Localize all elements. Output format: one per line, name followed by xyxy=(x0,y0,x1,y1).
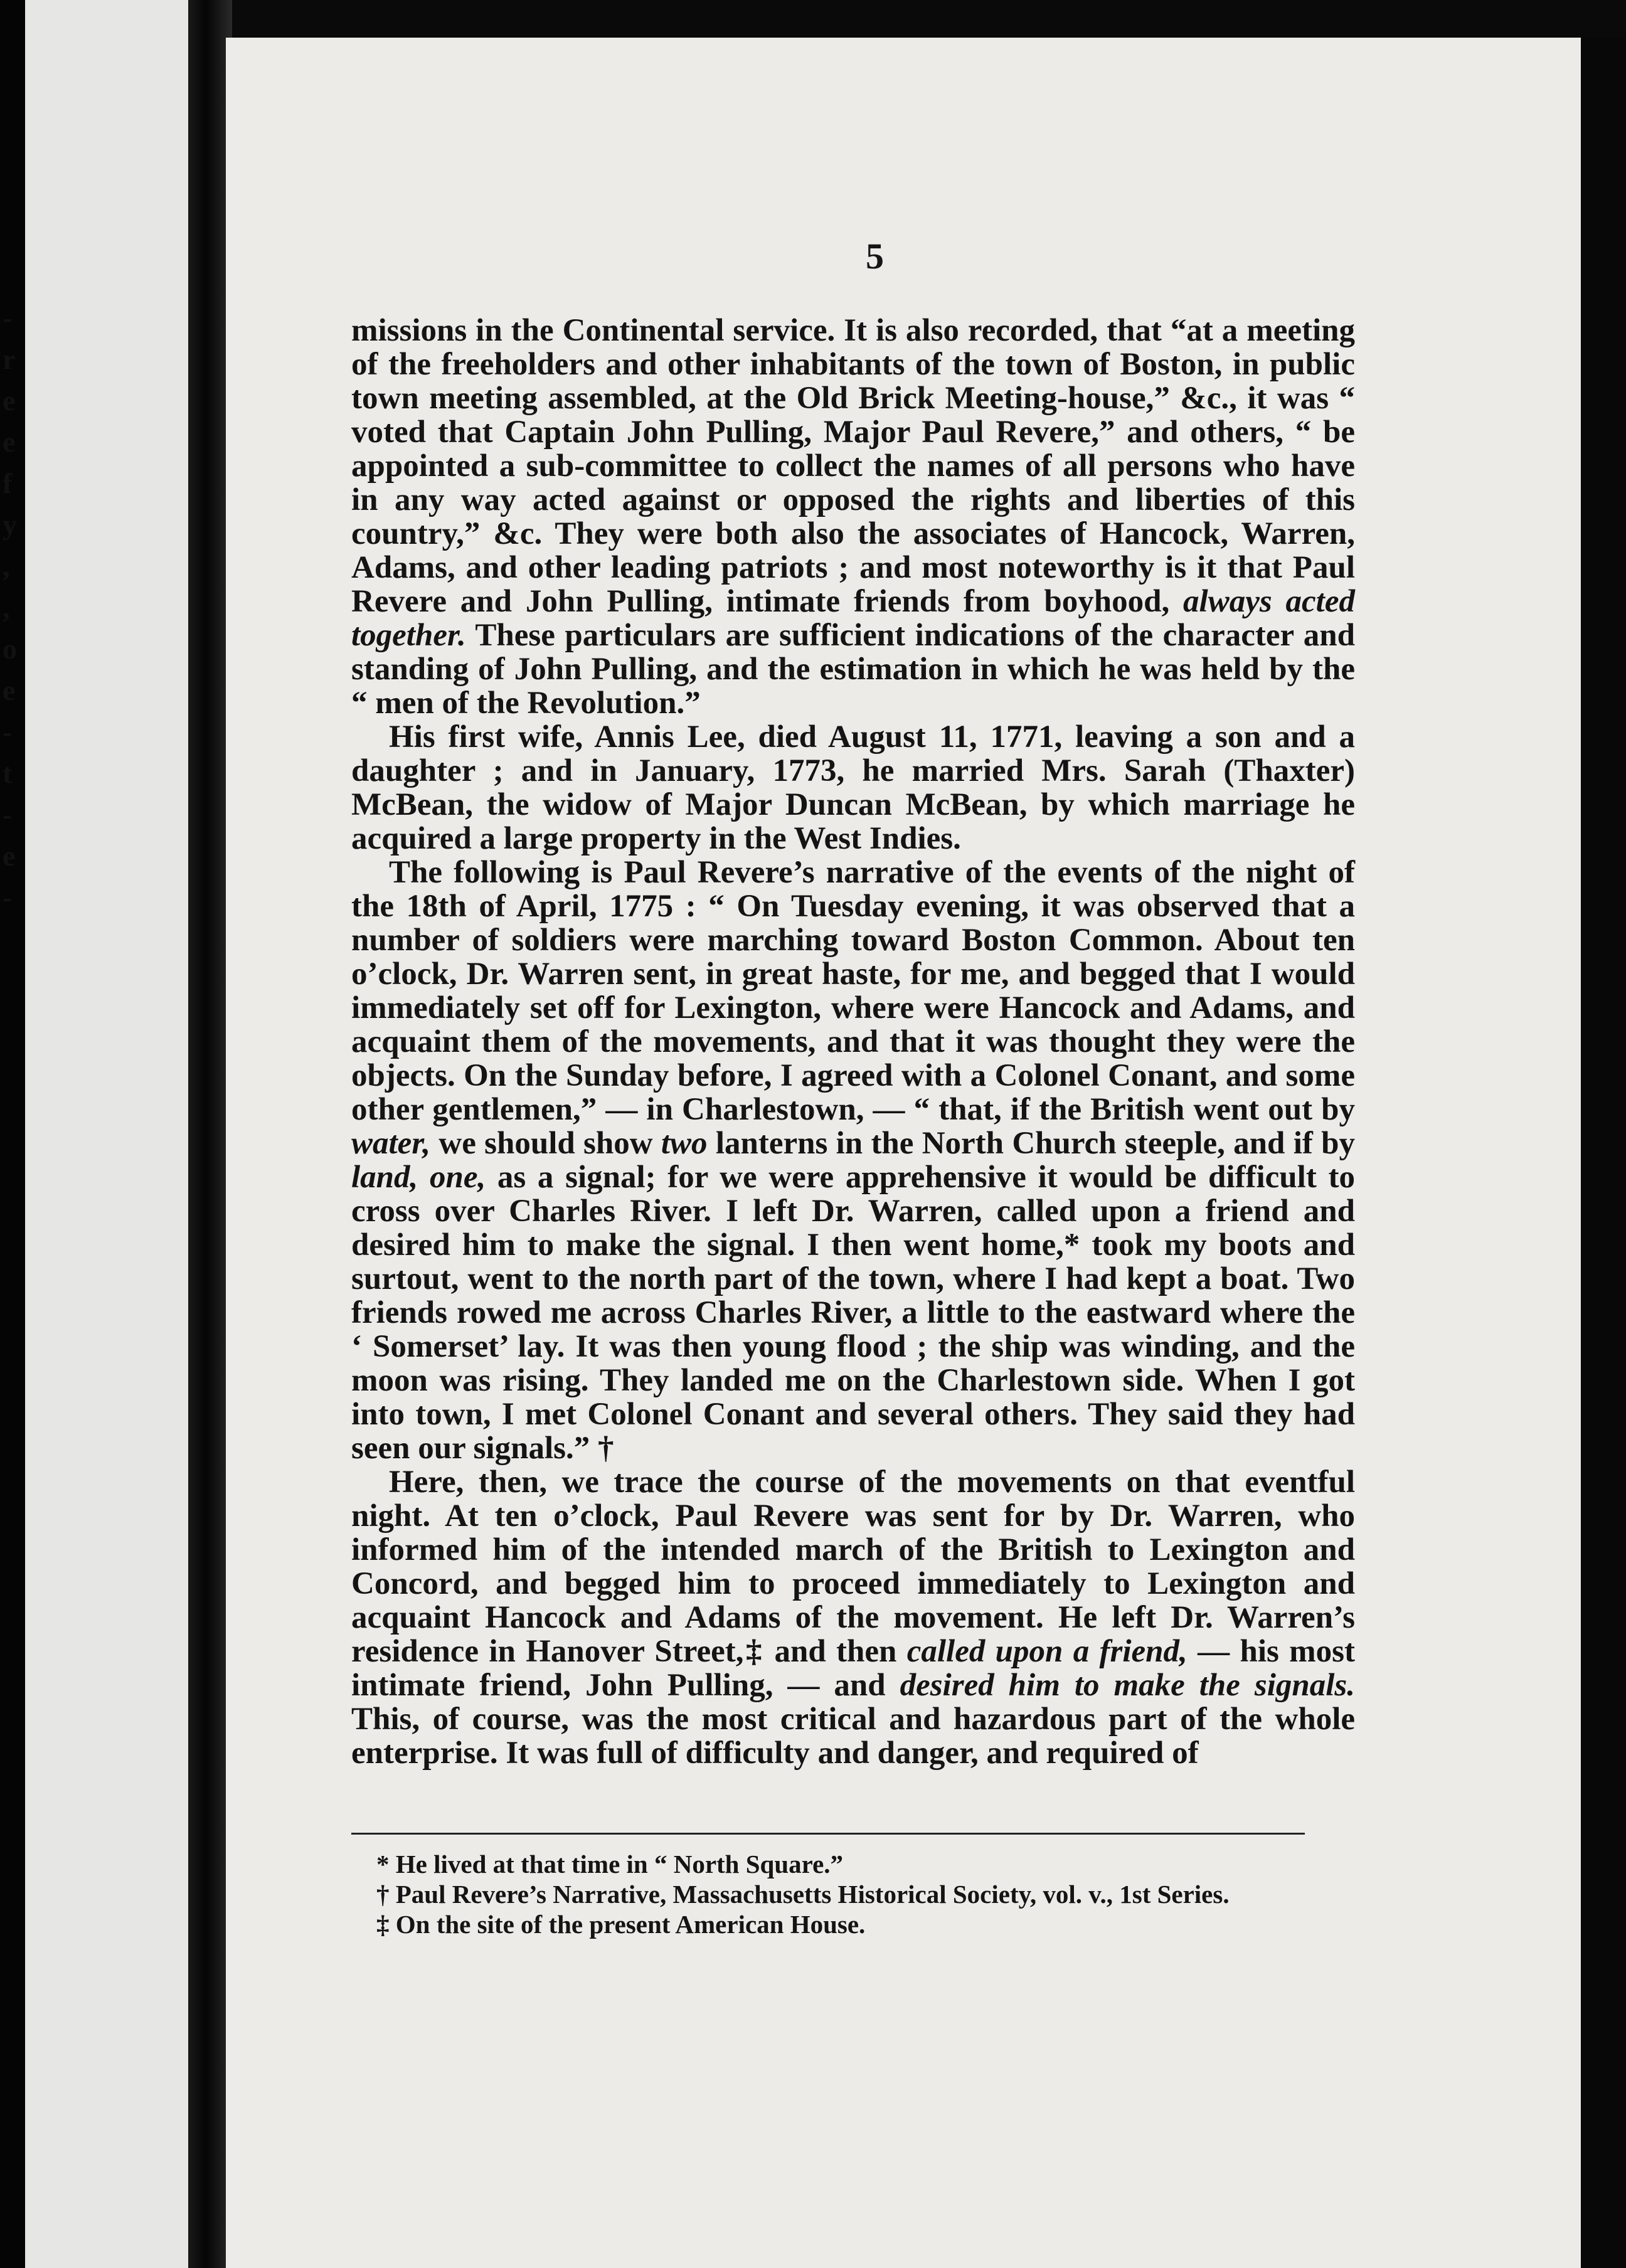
italic-text: land, one, xyxy=(351,1160,486,1195)
paragraph xyxy=(351,856,1355,1465)
italic-text: water, xyxy=(351,1126,431,1161)
text-run: lanterns in the North Church steeple, and if by xyxy=(707,1126,1355,1161)
page-number: 5 xyxy=(866,236,884,277)
edge-glyph: e xyxy=(3,674,16,706)
edge-glyph: t xyxy=(3,757,13,789)
edge-glyph: - xyxy=(3,716,13,748)
facing-page-edge xyxy=(0,0,25,2268)
edge-glyph: - xyxy=(3,881,13,913)
edge-glyph: f xyxy=(3,467,13,499)
footnote: † Paul Revere’s Narrative, Massachusetts Historical Society, vol. v., 1st Series. xyxy=(376,1880,1230,1909)
italic-text: always acted together. xyxy=(351,584,1355,653)
edge-glyph: , xyxy=(3,550,10,582)
paragraph xyxy=(351,314,1355,720)
edge-glyph: e xyxy=(3,384,16,416)
footnote: ‡ On the site of the present American House. xyxy=(376,1910,866,1939)
body-text xyxy=(351,314,1355,1770)
italic-text: desired him to make the signals. xyxy=(900,1668,1355,1703)
text-run: missions in the Continental service. It is also recorded, that “at a meeting of the freeholders and other inhabitants of the town of Boston, in public town meeting assembled, at the Old Brick Meeting-house,” &c., it was “ voted that Captain John Pulling, Major Paul Revere,” and others, “ be appointed a sub-committee to collect the names of all persons who have in any way acted against or opposed the rights and liberties of this country,” &c. They were both also the associates of Hancock, Warren, Adams, and other leading patriots ; and most noteworthy is it that Paul Revere and John Pulling, intimate friends from boyhood, xyxy=(351,313,1355,619)
text-run: His first wife, Annis Lee, died August 11, 1771, leaving a son and a daughter ; and in January, 1773, he married Mrs. Sarah (Thaxter) McBean, the widow of Major Duncan McBean, by which marriage he acquired a large property in the West Indies. xyxy=(351,719,1355,856)
edge-glyph: - xyxy=(3,798,13,830)
edge-glyph: e xyxy=(3,840,16,872)
text-run: as a signal; for we were apprehensive it would be difficult to cross over Charles River. I left Dr. Warren, called upon a friend and desired him to make the signal. I then went home,* took my boots and surtout, went to the north part of the town, where I had kept a boat. Two friends rowed me across Charles River, a little to the eastward where the ‘ Somerset’ lay. It was then young flood ; the ship was winding, and the moon was rising. They landed me on the Charlestown side. When I got into town, I met Colonel Conant and several others. They said they had seen our signals.” † xyxy=(351,1160,1355,1466)
edge-glyph: , xyxy=(3,591,10,623)
edge-glyph: o xyxy=(3,633,17,665)
edge-glyph: r xyxy=(3,343,16,375)
edge-glyph: e xyxy=(3,426,16,458)
text-run: This, of course, was the most critical and hazardous part of the whole enterprise. It was full of difficulty and danger, and required of xyxy=(351,1702,1355,1771)
paragraph xyxy=(351,1465,1355,1770)
text-run: The following is Paul Revere’s narrative of the events of the night of the 18th of April, 1775 : “ On Tuesday evening, it was observed that a number of soldiers were marching toward Boston Common. About ten o’clock, Dr. Warren sent, in great haste, for me, and begged that I would immediately set off for Lexington, where were Hancock and Adams, and acquaint them of the movements, and that it was thought they were the objects. On the Sunday before, I agreed with a Colonel Conant, and some other gentlemen,” — in Charlestown, — “ that, if the British went out by xyxy=(351,855,1355,1127)
paragraph xyxy=(351,720,1355,856)
footnote-divider xyxy=(351,1833,1305,1835)
footnote: * He lived at that time in “ North Square.” xyxy=(376,1850,844,1879)
edge-glyph: - xyxy=(3,302,13,334)
italic-text: two xyxy=(661,1126,708,1161)
italic-text: called upon a friend, xyxy=(906,1634,1188,1669)
text-run: Here, then, we trace the course of the movements on that eventful night. At ten o’clock, Paul Revere was sent for by Dr. Warren, who informed him of the intended march of the British to Lexington and Concord, and begged him to proceed immediately to Lexington and acquaint Hancock and Adams of the movement. He left Dr. Warren’s residence in Hanover Street,‡ and then xyxy=(351,1465,1355,1669)
text-run: we should show xyxy=(430,1126,661,1161)
page-right-border xyxy=(1581,38,1626,2268)
text-run: These particulars are sufficient indications of the character and standing of John Pulling, and the estimation in which he was held by the “ men of the Revolution.” xyxy=(351,618,1355,721)
text-run: — his most intimate friend, John Pulling, — and xyxy=(351,1634,1355,1703)
edge-glyph: y xyxy=(3,509,17,541)
footnotes xyxy=(351,1850,1317,1941)
